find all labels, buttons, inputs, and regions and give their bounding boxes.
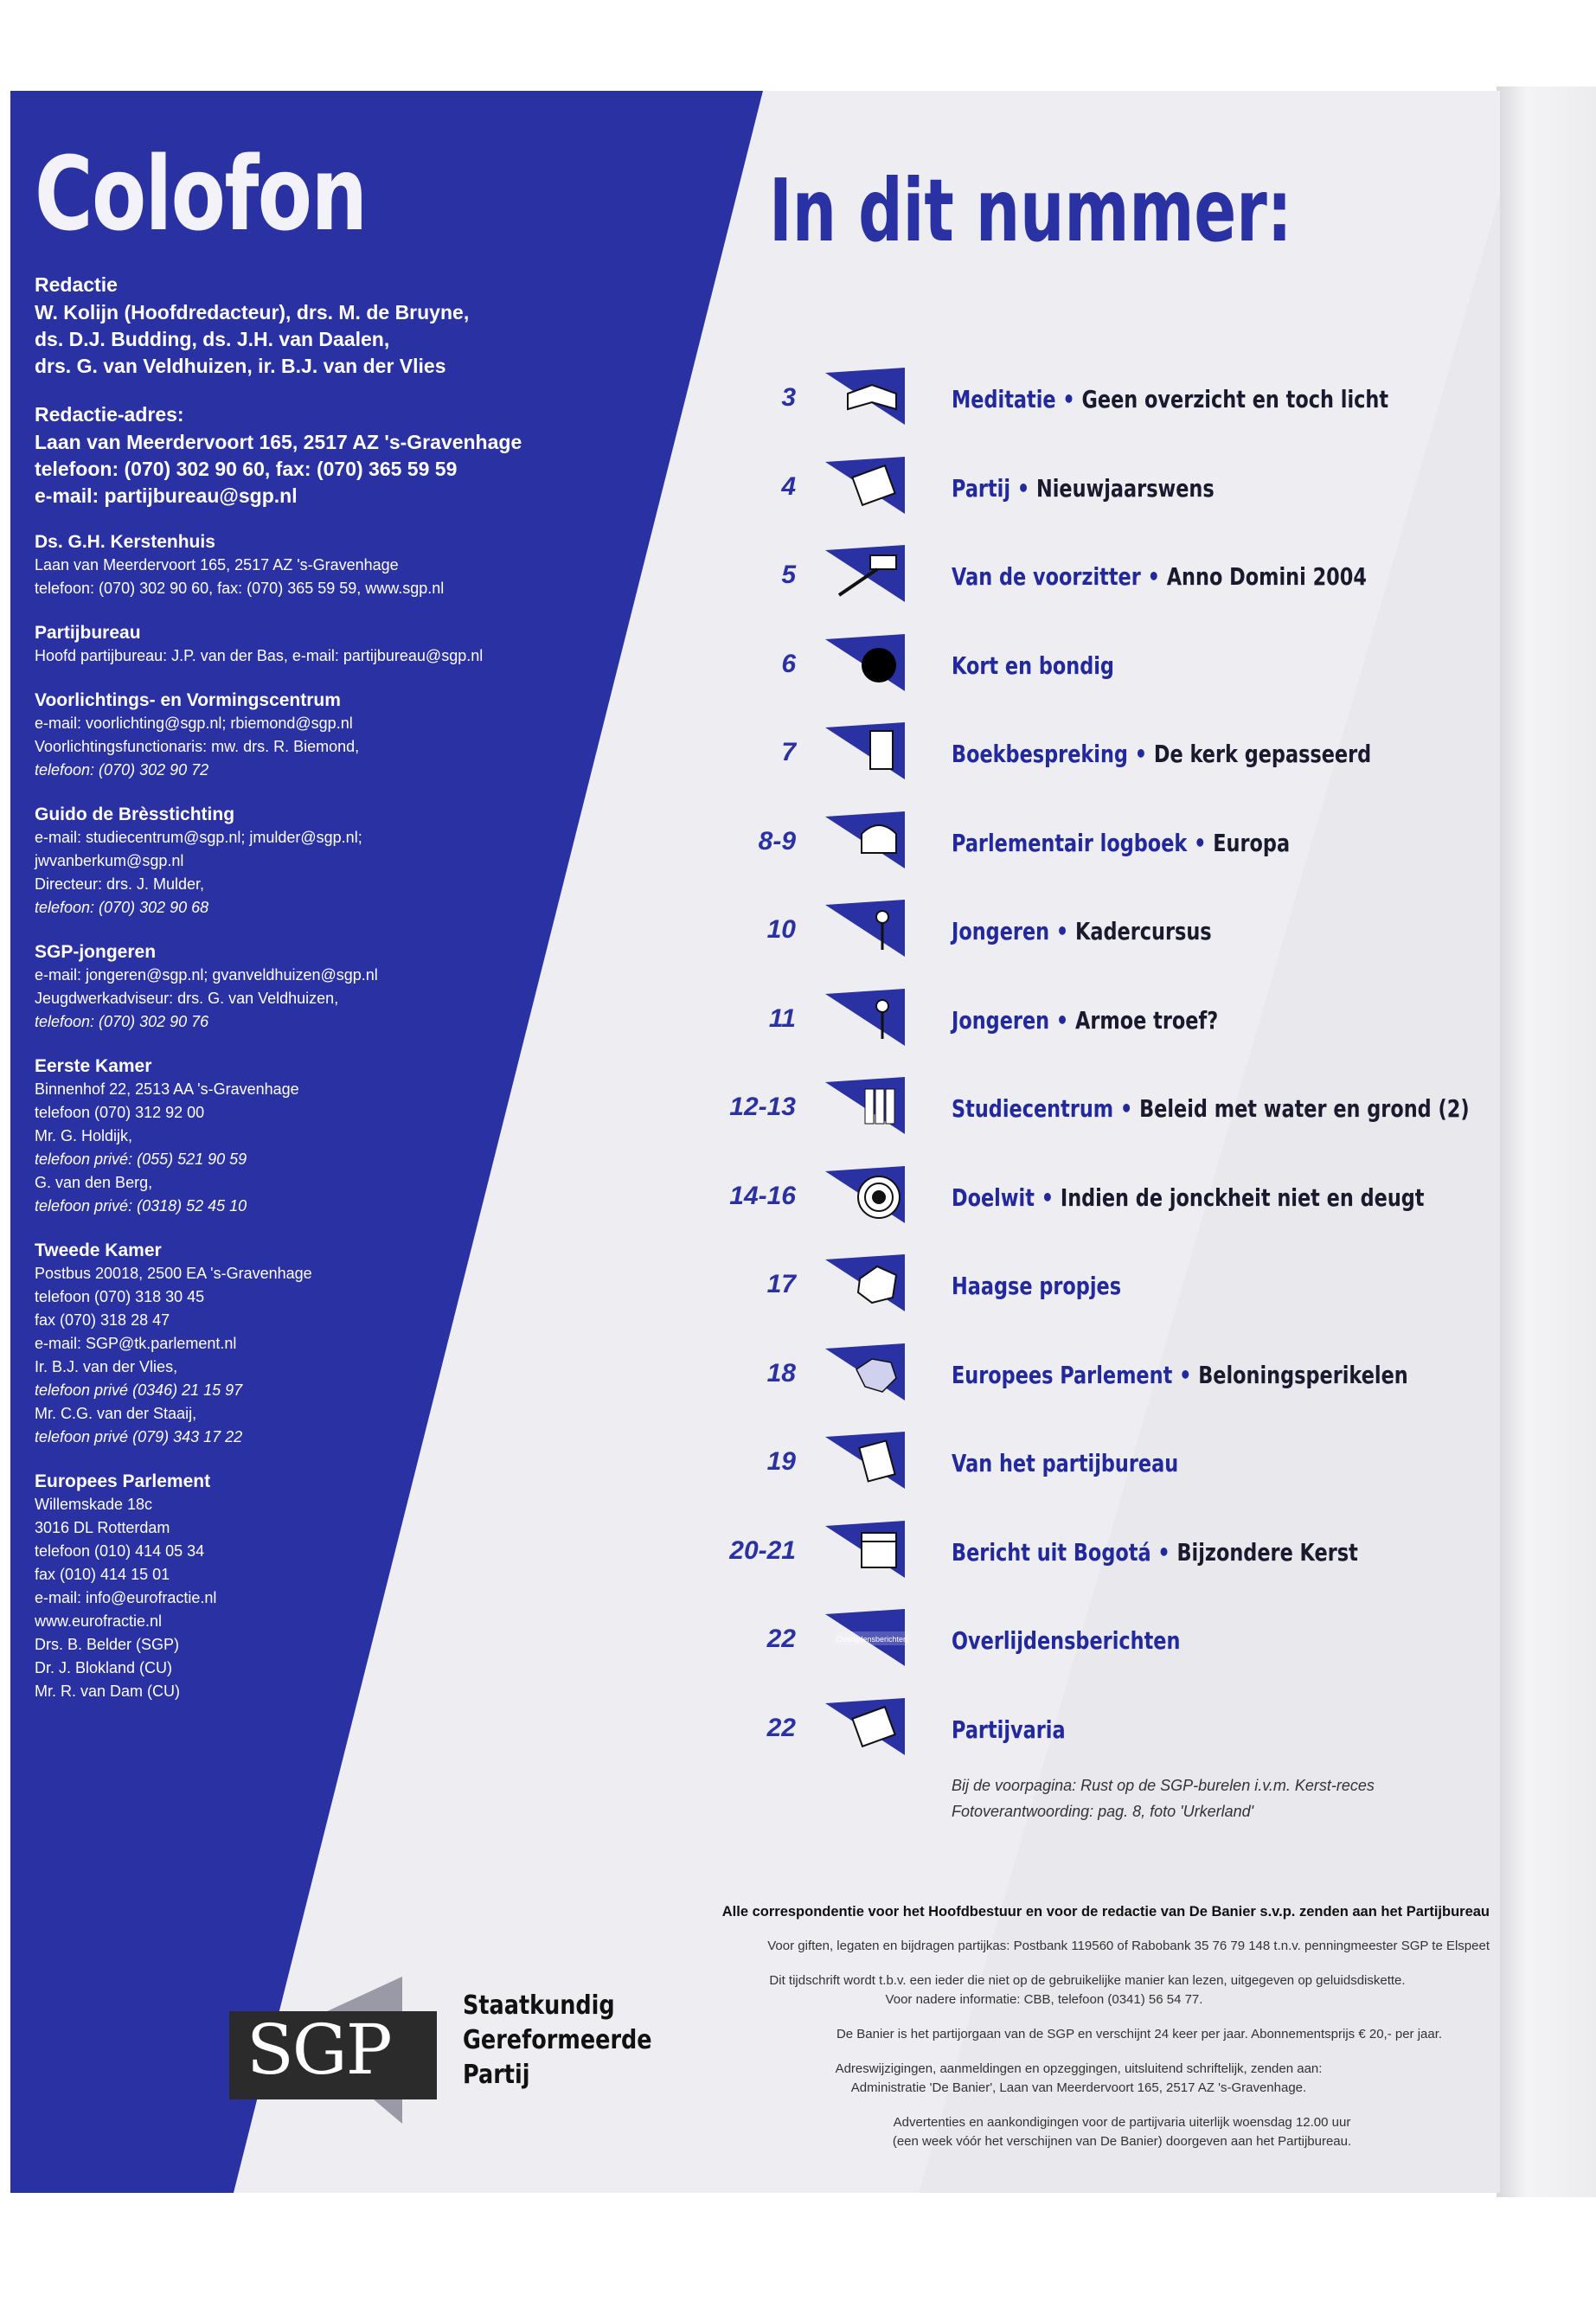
section-line: telefoon: (070) 302 90 60, fax: (070) 365 59 59, www.sgp.nl: [35, 580, 445, 597]
toc-label: [952, 1715, 1066, 1744]
section-line: telefoon: (070) 302 90 72: [35, 761, 209, 779]
toc-section: Haagse propjes: [952, 1272, 1122, 1300]
toc-section: Van het partijbureau: [952, 1449, 1179, 1477]
toc-bullet: •: [1172, 1360, 1199, 1389]
magazine-spine: [1497, 87, 1596, 2197]
audio-note: Dit tijdschrift wordt t.b.v. een ieder die niet op de gebruikelijke manier kan lezen, uitgegeven op geluidsdiskette.: [769, 1973, 1406, 1988]
section-line: Drs. B. Belder (SGP): [35, 1636, 180, 1653]
toc-page-number: 17: [766, 1270, 796, 1298]
magazine-page: [10, 91, 1500, 2193]
toc-bullet: •: [1151, 1537, 1177, 1567]
toc-page-number: 11: [768, 1003, 796, 1033]
toc-page-number: 10: [766, 915, 796, 944]
advertising-deadline: (een week vóór het verschijnen van De Banier) doorgeven aan het Partijbureau.: [892, 2134, 1352, 2149]
administration-address: Administratie 'De Banier', Laan van Meerdervoort 165, 2517 AZ 's-Gravenhage.: [850, 2080, 1307, 2095]
section-line: jwvanberkum@sgp.nl: [35, 852, 184, 869]
section-line: e-mail: SGP@tk.parlement.nl: [35, 1335, 237, 1352]
toc-page-number: 18: [766, 1358, 796, 1388]
colofon-section: [35, 621, 744, 668]
toc-page-number: 22: [766, 1713, 796, 1742]
toc-entry[interactable]: [709, 989, 1500, 1078]
toc-page-number: 7: [781, 738, 796, 766]
toc-label: [952, 1449, 1178, 1477]
toc-entry[interactable]: [709, 1432, 1500, 1521]
person-icon: [822, 900, 908, 957]
section-line: telefoon privé (0346) 21 15 97: [35, 1381, 243, 1399]
toc-label: [952, 1272, 1121, 1300]
colofon-section: [35, 940, 744, 1034]
section-line: Dr. J. Blokland (CU): [35, 1659, 173, 1676]
section-heading: SGP-jongeren: [35, 942, 157, 962]
section-line: Laan van Meerdervoort 165, 2517 AZ 's-Gravenhage: [35, 431, 522, 453]
section-line: Laan van Meerdervoort 165, 2517 AZ 's-Gravenhage: [35, 556, 399, 574]
toc-label: [952, 1538, 1358, 1567]
section-line: telefoon: (070) 302 90 60, fax: (070) 365 59 59: [35, 458, 458, 480]
section-line: fax (070) 318 28 47: [35, 1311, 170, 1329]
table-of-contents: [709, 368, 1500, 1786]
toc-bullet: •: [1049, 1005, 1076, 1035]
footer-info: [529, 1902, 1490, 2167]
toc-article-title: Nieuwjaarswens: [1035, 473, 1215, 503]
dot-icon: [822, 634, 908, 691]
toc-section: Jongeren: [952, 917, 1050, 945]
toc-article-title: Geen overzicht en toch licht: [1081, 385, 1389, 413]
books-icon: [822, 1077, 908, 1134]
section-line: Mr. G. Holdijk,: [35, 1127, 133, 1144]
toc-bullet: •: [1113, 1094, 1140, 1123]
toc-entry[interactable]: [709, 545, 1500, 634]
section-line: e-mail: jongeren@sgp.nl; gvanveldhuizen@sgp.nl: [35, 966, 378, 984]
section-heading: Voorlichtings- en Vormingscentrum: [35, 690, 341, 710]
section-line: telefoon (070) 318 30 45: [35, 1288, 205, 1305]
section-line: e-mail: voorlichting@sgp.nl; rbiemond@sgp.nl: [35, 715, 353, 732]
toc-label: [952, 917, 1212, 945]
toc-section: Kort en bondig: [952, 651, 1114, 680]
section-line: telefoon privé (079) 343 17 22: [35, 1428, 243, 1445]
colofon-column: [35, 134, 744, 1724]
audio-contact: Voor nadere informatie: CBB, telefoon (0341) 56 54 77.: [885, 1992, 1203, 2007]
section-heading: Guido de Brèsstichting: [35, 804, 235, 824]
section-line: G. van den Berg,: [35, 1174, 153, 1191]
toc-title: In dit nummer:: [769, 160, 1292, 261]
section-heading: Redactie: [35, 273, 118, 296]
toc-entry[interactable]: [709, 368, 1500, 457]
toc-bullet: •: [1140, 562, 1167, 591]
toc-label: [952, 1183, 1425, 1212]
logo-letters: SGP: [247, 2009, 391, 2090]
toc-page-number: 3: [781, 383, 796, 412]
closed-book-icon: [822, 722, 908, 779]
section-heading: Ds. G.H. Kerstenhuis: [35, 532, 215, 552]
toc-entry[interactable]: [709, 457, 1500, 546]
document-icon: [822, 1432, 908, 1489]
section-heading: Partijbureau: [35, 623, 141, 643]
photo-credit: Fotoverantwoording: pag. 8, foto 'Urkerland': [952, 1803, 1254, 1820]
notepad-icon: [822, 1698, 908, 1755]
toc-label: [952, 651, 1114, 680]
section-line: telefoon: (070) 302 90 76: [35, 1013, 209, 1030]
toc-article-title: Bijzondere Kerst: [1176, 1537, 1358, 1567]
toc-label: [952, 740, 1371, 768]
toc-article-title: De kerk gepasseerd: [1153, 740, 1372, 768]
section-line: telefoon (010) 414 05 34: [35, 1542, 205, 1560]
cover-caption: Bij de voorpagina: Rust op de SGP-burelen i.v.m. Kerst-reces: [952, 1777, 1375, 1794]
section-line: e-mail: info@eurofractie.nl: [35, 1589, 217, 1606]
subscription-note: De Banier is het partijorgaan van de SGP en verschijnt 24 keer per jaar. Abonnementsprijs € 20,- per jaar.: [836, 2027, 1443, 2041]
section-line: drs. G. van Veldhuizen, ir. B.J. van der Vlies: [35, 355, 446, 377]
section-line: Binnenhof 22, 2513 AA 's-Gravenhage: [35, 1080, 299, 1098]
section-line: Willemskade 18c: [35, 1496, 153, 1513]
toc-entry[interactable]: [709, 634, 1500, 723]
toc-page-number: 6: [781, 649, 796, 678]
toc-section: Bericht uit Bogotá: [952, 1537, 1151, 1567]
colofon-section: [35, 1239, 744, 1449]
toc-bullet: •: [1127, 740, 1154, 768]
section-line: e-mail: partijbureau@sgp.nl: [35, 484, 298, 507]
colofon-section: [35, 401, 744, 510]
toc-article-title: Anno Domini 2004: [1166, 562, 1367, 591]
toc-section: Studiecentrum: [952, 1094, 1114, 1123]
toc-label: [952, 1626, 1180, 1655]
gavel-icon: [822, 545, 908, 602]
donations-note: Voor giften, legaten en bijdragen partijkas: Postbank 119560 of Rabobank 35 76 79 148 t.n.v. penningmeester SGP te Elspeet: [767, 1939, 1490, 1953]
toc-section: Partijvaria: [952, 1715, 1066, 1744]
toc-section: Partij: [952, 473, 1011, 503]
toc-label: [952, 1006, 1218, 1035]
section-line: Jeugdwerkadviseur: drs. G. van Veldhuizen,: [35, 990, 339, 1007]
section-line: e-mail: studiecentrum@sgp.nl; jmulder@sgp.nl;: [35, 829, 362, 846]
advertising-note: Advertenties en aankondigingen voor de partijvaria uiterlijk woensdag 12.00 uur: [893, 2115, 1351, 2130]
section-line: telefoon (070) 312 92 00: [35, 1104, 205, 1121]
toc-section: Overlijdensberichten: [952, 1626, 1181, 1655]
toc-entry[interactable]: [709, 722, 1500, 811]
section-line: www.eurofractie.nl: [35, 1612, 163, 1630]
toc-section: Doelwit: [952, 1183, 1035, 1212]
toc-bullet: •: [1034, 1183, 1061, 1212]
section-line: Ir. B.J. van der Vlies,: [35, 1358, 178, 1375]
photo-credits: [952, 1772, 1375, 1824]
colofon-section: [35, 1470, 744, 1703]
calendar-icon: [822, 1521, 908, 1578]
section-heading: Redactie-adres:: [35, 403, 184, 426]
toc-page-number: 12-13: [729, 1093, 796, 1121]
obituary-icon: [822, 1609, 908, 1666]
toc-label: [952, 1361, 1408, 1389]
section-line: Hoofd partijbureau: J.P. van der Bas, e-mail: partijbureau@sgp.nl: [35, 647, 484, 664]
toc-section: Meditatie: [952, 385, 1056, 413]
toc-entry[interactable]: [709, 1609, 1500, 1698]
toc-section: Parlementair logboek: [952, 828, 1188, 857]
toc-entry[interactable]: [709, 1166, 1500, 1255]
section-line: ds. D.J. Budding, ds. J.H. van Daalen,: [35, 328, 390, 350]
correspondence-note: Alle correspondentie voor het Hoofdbestuur en voor de redactie van De Banier s.v.p. zenden aan het Partijbureau: [721, 1904, 1490, 1920]
sgp-logo: [229, 1977, 662, 2124]
party-name: Staatkundig Gereformeerde Partij: [463, 1990, 652, 2090]
section-line: Directeur: drs. J. Mulder,: [35, 875, 205, 893]
person-icon: [822, 989, 908, 1046]
toc-entry[interactable]: [709, 1343, 1500, 1433]
section-line: fax (010) 414 15 01: [35, 1566, 170, 1583]
toc-label: [952, 474, 1215, 503]
toc-page-number: 22: [766, 1625, 796, 1653]
toc-entry[interactable]: [709, 811, 1500, 901]
toc-section: Europees Parlement: [952, 1360, 1173, 1389]
toc-section: Van de voorzitter: [952, 562, 1141, 591]
section-heading: Eerste Kamer: [35, 1056, 152, 1076]
toc-article-title: Beloningsperikelen: [1198, 1360, 1408, 1389]
toc-bullet: •: [1049, 917, 1076, 945]
toc-page-number: 5: [781, 561, 796, 589]
paper-ball-icon: [822, 1254, 908, 1311]
section-line: Mr. R. van Dam (CU): [35, 1682, 181, 1700]
toc-article-title: Europa: [1213, 828, 1291, 857]
colofon-section: [35, 530, 744, 600]
section-heading: Tweede Kamer: [35, 1240, 162, 1260]
section-line: W. Kolijn (Hoofdredacteur), drs. M. de Bruyne,: [35, 301, 470, 324]
notepad-icon: [822, 457, 908, 514]
section-line: Postbus 20018, 2500 EA 's-Gravenhage: [35, 1265, 312, 1282]
toc-label: [952, 562, 1367, 591]
section-line: Voorlichtingsfunctionaris: mw. drs. R. Biemond,: [35, 738, 360, 755]
colofon-section: [35, 689, 744, 782]
section-line: telefoon privé: (0318) 52 45 10: [35, 1197, 247, 1215]
colofon-section: [35, 271, 744, 380]
toc-bullet: •: [1187, 828, 1214, 857]
section-line: telefoon privé: (055) 521 90 59: [35, 1150, 247, 1168]
colofon-section: [35, 1054, 744, 1218]
europe-map-icon: [822, 1343, 908, 1400]
toc-section: Jongeren: [952, 1005, 1050, 1035]
section-line: Mr. C.G. van der Staaij,: [35, 1405, 197, 1422]
section-line: 3016 DL Rotterdam: [35, 1519, 170, 1536]
building-icon: [822, 811, 908, 868]
target-icon: [822, 1166, 908, 1223]
toc-page-number: 4: [781, 471, 796, 501]
toc-entry[interactable]: [709, 900, 1500, 989]
toc-article-title: Kadercursus: [1075, 917, 1212, 945]
toc-label: [952, 385, 1388, 413]
address-change-note: Adreswijzigingen, aanmeldingen en opzeggingen, uitsluitend schriftelijk, zenden aan:: [835, 2061, 1323, 2076]
toc-entry[interactable]: [709, 1521, 1500, 1610]
toc-page-number: 14-16: [729, 1181, 796, 1210]
toc-section: Boekbespreking: [952, 740, 1128, 768]
toc-entry[interactable]: [709, 1077, 1500, 1166]
section-line: telefoon: (070) 302 90 68: [35, 899, 209, 916]
toc-article-title: Armoe troef?: [1075, 1005, 1219, 1035]
toc-page-number: 8-9: [758, 826, 796, 856]
toc-page-number: 19: [766, 1447, 796, 1476]
toc-label: [952, 1094, 1470, 1123]
colofon-sections: [35, 271, 744, 1703]
colofon-section: [35, 803, 744, 920]
toc-bullet: •: [1010, 473, 1036, 503]
toc-page-number: 20-21: [729, 1535, 796, 1565]
section-heading: Europees Parlement: [35, 1471, 211, 1491]
colofon-title: Colofon: [35, 134, 367, 253]
toc-label: [952, 829, 1290, 857]
book-icon: [822, 368, 908, 425]
toc-article-title: Beleid met water en grond (2): [1139, 1094, 1470, 1123]
svg-text:Overlijdensberichten: Overlijdensberichten: [836, 1635, 908, 1644]
toc-bullet: •: [1055, 385, 1082, 413]
toc-article-title: Indien de jonckheit niet en deugt: [1060, 1183, 1425, 1212]
toc-entry[interactable]: [709, 1254, 1500, 1343]
